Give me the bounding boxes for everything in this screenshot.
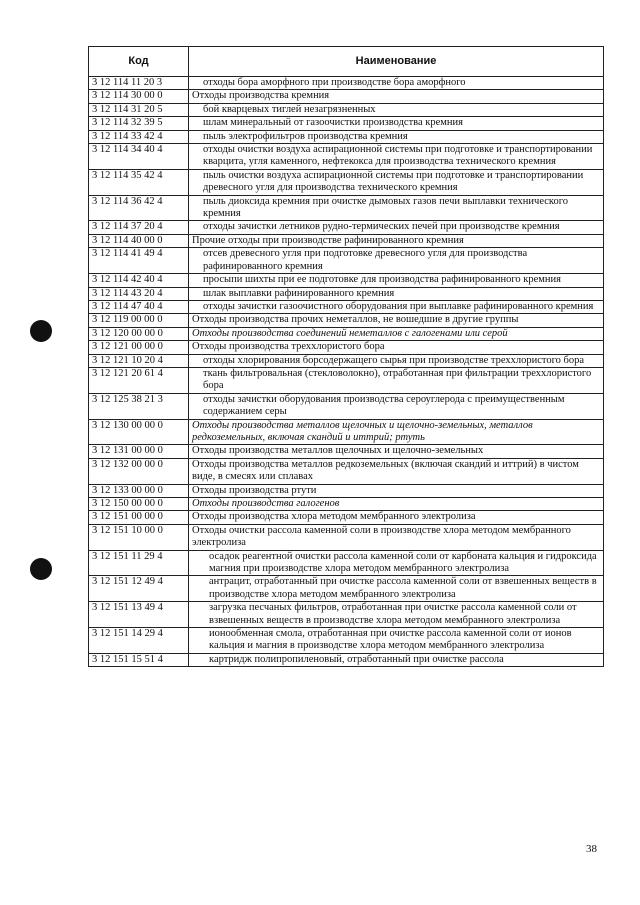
row-code: 3 12 133 00 00 0	[89, 484, 189, 497]
row-name: Отходы производства металлов щелочных и щелочно-земельных, металлов редкоземельных, включая скандий и иттрий; ртуть	[189, 419, 604, 445]
table-row	[89, 90, 604, 103]
row-code: 3 12 114 33 42 4	[89, 130, 189, 143]
table-row	[89, 628, 604, 654]
waste-classifier-table	[88, 46, 604, 667]
table-row	[89, 445, 604, 458]
row-name: отходы зачистки оборудования производства сероуглерода с преимущественным содержанием серы	[189, 393, 604, 419]
row-name: отходы очистки воздуха аспирационной системы при подготовке и транспортировании кварцита, угля каменного, нефтекокса для производства технического кремния	[189, 144, 604, 170]
row-name: пыль диоксида кремния при очистке дымовых газов печи выплавки технического кремния	[189, 195, 604, 221]
row-name: Отходы производства кремния	[189, 90, 604, 103]
row-code: 3 12 132 00 00 0	[89, 458, 189, 484]
table-row	[89, 327, 604, 340]
table-row	[89, 234, 604, 247]
row-code: 3 12 151 15 51 4	[89, 653, 189, 666]
table-row	[89, 367, 604, 393]
row-name: отходы зачистки летников рудно-термических печей при производстве кремния	[189, 221, 604, 234]
row-code: 3 12 114 11 20 3	[89, 77, 189, 90]
table-row	[89, 221, 604, 234]
row-name: Отходы производства треххлористого бора	[189, 341, 604, 354]
row-name: пыль очистки воздуха аспирационной системы при подготовке и транспортировании древесного угля для производства технического кремния	[189, 169, 604, 195]
row-code: 3 12 121 10 20 4	[89, 354, 189, 367]
row-code: 3 12 114 32 39 5	[89, 117, 189, 130]
row-code: 3 12 131 00 00 0	[89, 445, 189, 458]
page-number: 38	[586, 843, 597, 855]
row-code: 3 12 151 14 29 4	[89, 628, 189, 654]
row-name: Отходы производства прочих неметаллов, не вошедшие в другие группы	[189, 314, 604, 327]
row-code: 3 12 151 10 00 0	[89, 524, 189, 550]
row-code: 3 12 114 30 00 0	[89, 90, 189, 103]
table-row	[89, 144, 604, 170]
row-code: 3 12 121 00 00 0	[89, 341, 189, 354]
table-row	[89, 287, 604, 300]
row-code: 3 12 119 00 00 0	[89, 314, 189, 327]
row-name: отходы зачистки газоочистного оборудования при выплавке рафинированного кремния	[189, 300, 604, 313]
table-row	[89, 248, 604, 274]
row-code: 3 12 114 47 40 4	[89, 300, 189, 313]
table-row	[89, 274, 604, 287]
row-code: 3 12 151 00 00 0	[89, 511, 189, 524]
row-name: просыпи шихты при ее подготовке для производства рафинированного кремния	[189, 274, 604, 287]
row-name: пыль электрофильтров производства кремния	[189, 130, 604, 143]
table-row	[89, 653, 604, 666]
table-row	[89, 314, 604, 327]
row-name: ионообменная смола, отработанная при очистке рассола каменной соли от ионов кальция и магния в производстве хлора методом мембранного электролиза	[189, 628, 604, 654]
row-name: Прочие отходы при производстве рафинированного кремния	[189, 234, 604, 247]
table-row	[89, 195, 604, 221]
row-name: Отходы производства металлов щелочных и щелочно-земельных	[189, 445, 604, 458]
table-row	[89, 393, 604, 419]
row-name: Отходы производства хлора методом мембранного электролиза	[189, 511, 604, 524]
row-code: 3 12 121 20 61 4	[89, 367, 189, 393]
row-code: 3 12 125 38 21 3	[89, 393, 189, 419]
row-code: 3 12 114 35 42 4	[89, 169, 189, 195]
table-row	[89, 511, 604, 524]
row-code: 3 12 151 12 49 4	[89, 576, 189, 602]
table-row	[89, 576, 604, 602]
table-row	[89, 77, 604, 90]
row-code: 3 12 120 00 00 0	[89, 327, 189, 340]
row-name: Отходы производства галогенов	[189, 498, 604, 511]
row-name: отсев древесного угля при подготовке древесного угля для производства рафинированного кремния	[189, 248, 604, 274]
row-name: загрузка песчаных фильтров, отработанная при очистке рассола каменной соли от взвешенных веществ в производстве хлора методом мембранного электролиза	[189, 602, 604, 628]
table-row	[89, 300, 604, 313]
punch-hole-bottom	[30, 558, 52, 580]
row-name: Отходы производства соединений неметаллов с галогенами или серой	[189, 327, 604, 340]
table-row	[89, 602, 604, 628]
table-row	[89, 341, 604, 354]
header-name: Наименование	[189, 47, 604, 77]
table-row	[89, 117, 604, 130]
row-name: отходы хлорирования борсодержащего сырья при производстве треххлористого бора	[189, 354, 604, 367]
row-code: 3 12 114 43 20 4	[89, 287, 189, 300]
table-header-row	[89, 47, 604, 77]
row-code: 3 12 114 31 20 5	[89, 103, 189, 116]
row-name: отходы бора аморфного при производстве бора аморфного	[189, 77, 604, 90]
row-code: 3 12 151 11 29 4	[89, 550, 189, 576]
row-name: шлам минеральный от газоочистки производства кремния	[189, 117, 604, 130]
row-name: бой кварцевых тиглей незагрязненных	[189, 103, 604, 116]
table-row	[89, 103, 604, 116]
table-row	[89, 498, 604, 511]
table-row	[89, 169, 604, 195]
row-name: Отходы очистки рассола каменной соли в производстве хлора методом мембранного электролиза	[189, 524, 604, 550]
row-code: 3 12 114 36 42 4	[89, 195, 189, 221]
row-name: антрацит, отработанный при очистке рассола каменной соли от взвешенных веществ в производстве хлора методом мембранного электролиза	[189, 576, 604, 602]
row-name: Отходы производства ртути	[189, 484, 604, 497]
table-row	[89, 354, 604, 367]
table-row	[89, 419, 604, 445]
row-name: Отходы производства металлов редкоземельных (включая скандий и иттрий) в чистом виде, в смесях или сплавах	[189, 458, 604, 484]
row-name: осадок реагентной очистки рассола каменной соли от карбоната кальция и гидроксида магния при производстве хлора методом мембранного электролиза	[189, 550, 604, 576]
row-code: 3 12 130 00 00 0	[89, 419, 189, 445]
row-name: ткань фильтровальная (стекловолокно), отработанная при фильтрации треххлористого бора	[189, 367, 604, 393]
table-row	[89, 458, 604, 484]
row-code: 3 12 114 34 40 4	[89, 144, 189, 170]
header-code: Код	[89, 47, 189, 77]
row-name: шлак выплавки рафинированного кремния	[189, 287, 604, 300]
row-code: 3 12 150 00 00 0	[89, 498, 189, 511]
table-row	[89, 550, 604, 576]
punch-hole-top	[30, 320, 52, 342]
row-code: 3 12 114 41 49 4	[89, 248, 189, 274]
row-code: 3 12 114 37 20 4	[89, 221, 189, 234]
table-row	[89, 524, 604, 550]
row-code: 3 12 114 40 00 0	[89, 234, 189, 247]
row-name: картридж полипропиленовый, отработанный при очистке рассола	[189, 653, 604, 666]
row-code: 3 12 114 42 40 4	[89, 274, 189, 287]
row-code: 3 12 151 13 49 4	[89, 602, 189, 628]
table-row	[89, 130, 604, 143]
table-row	[89, 484, 604, 497]
